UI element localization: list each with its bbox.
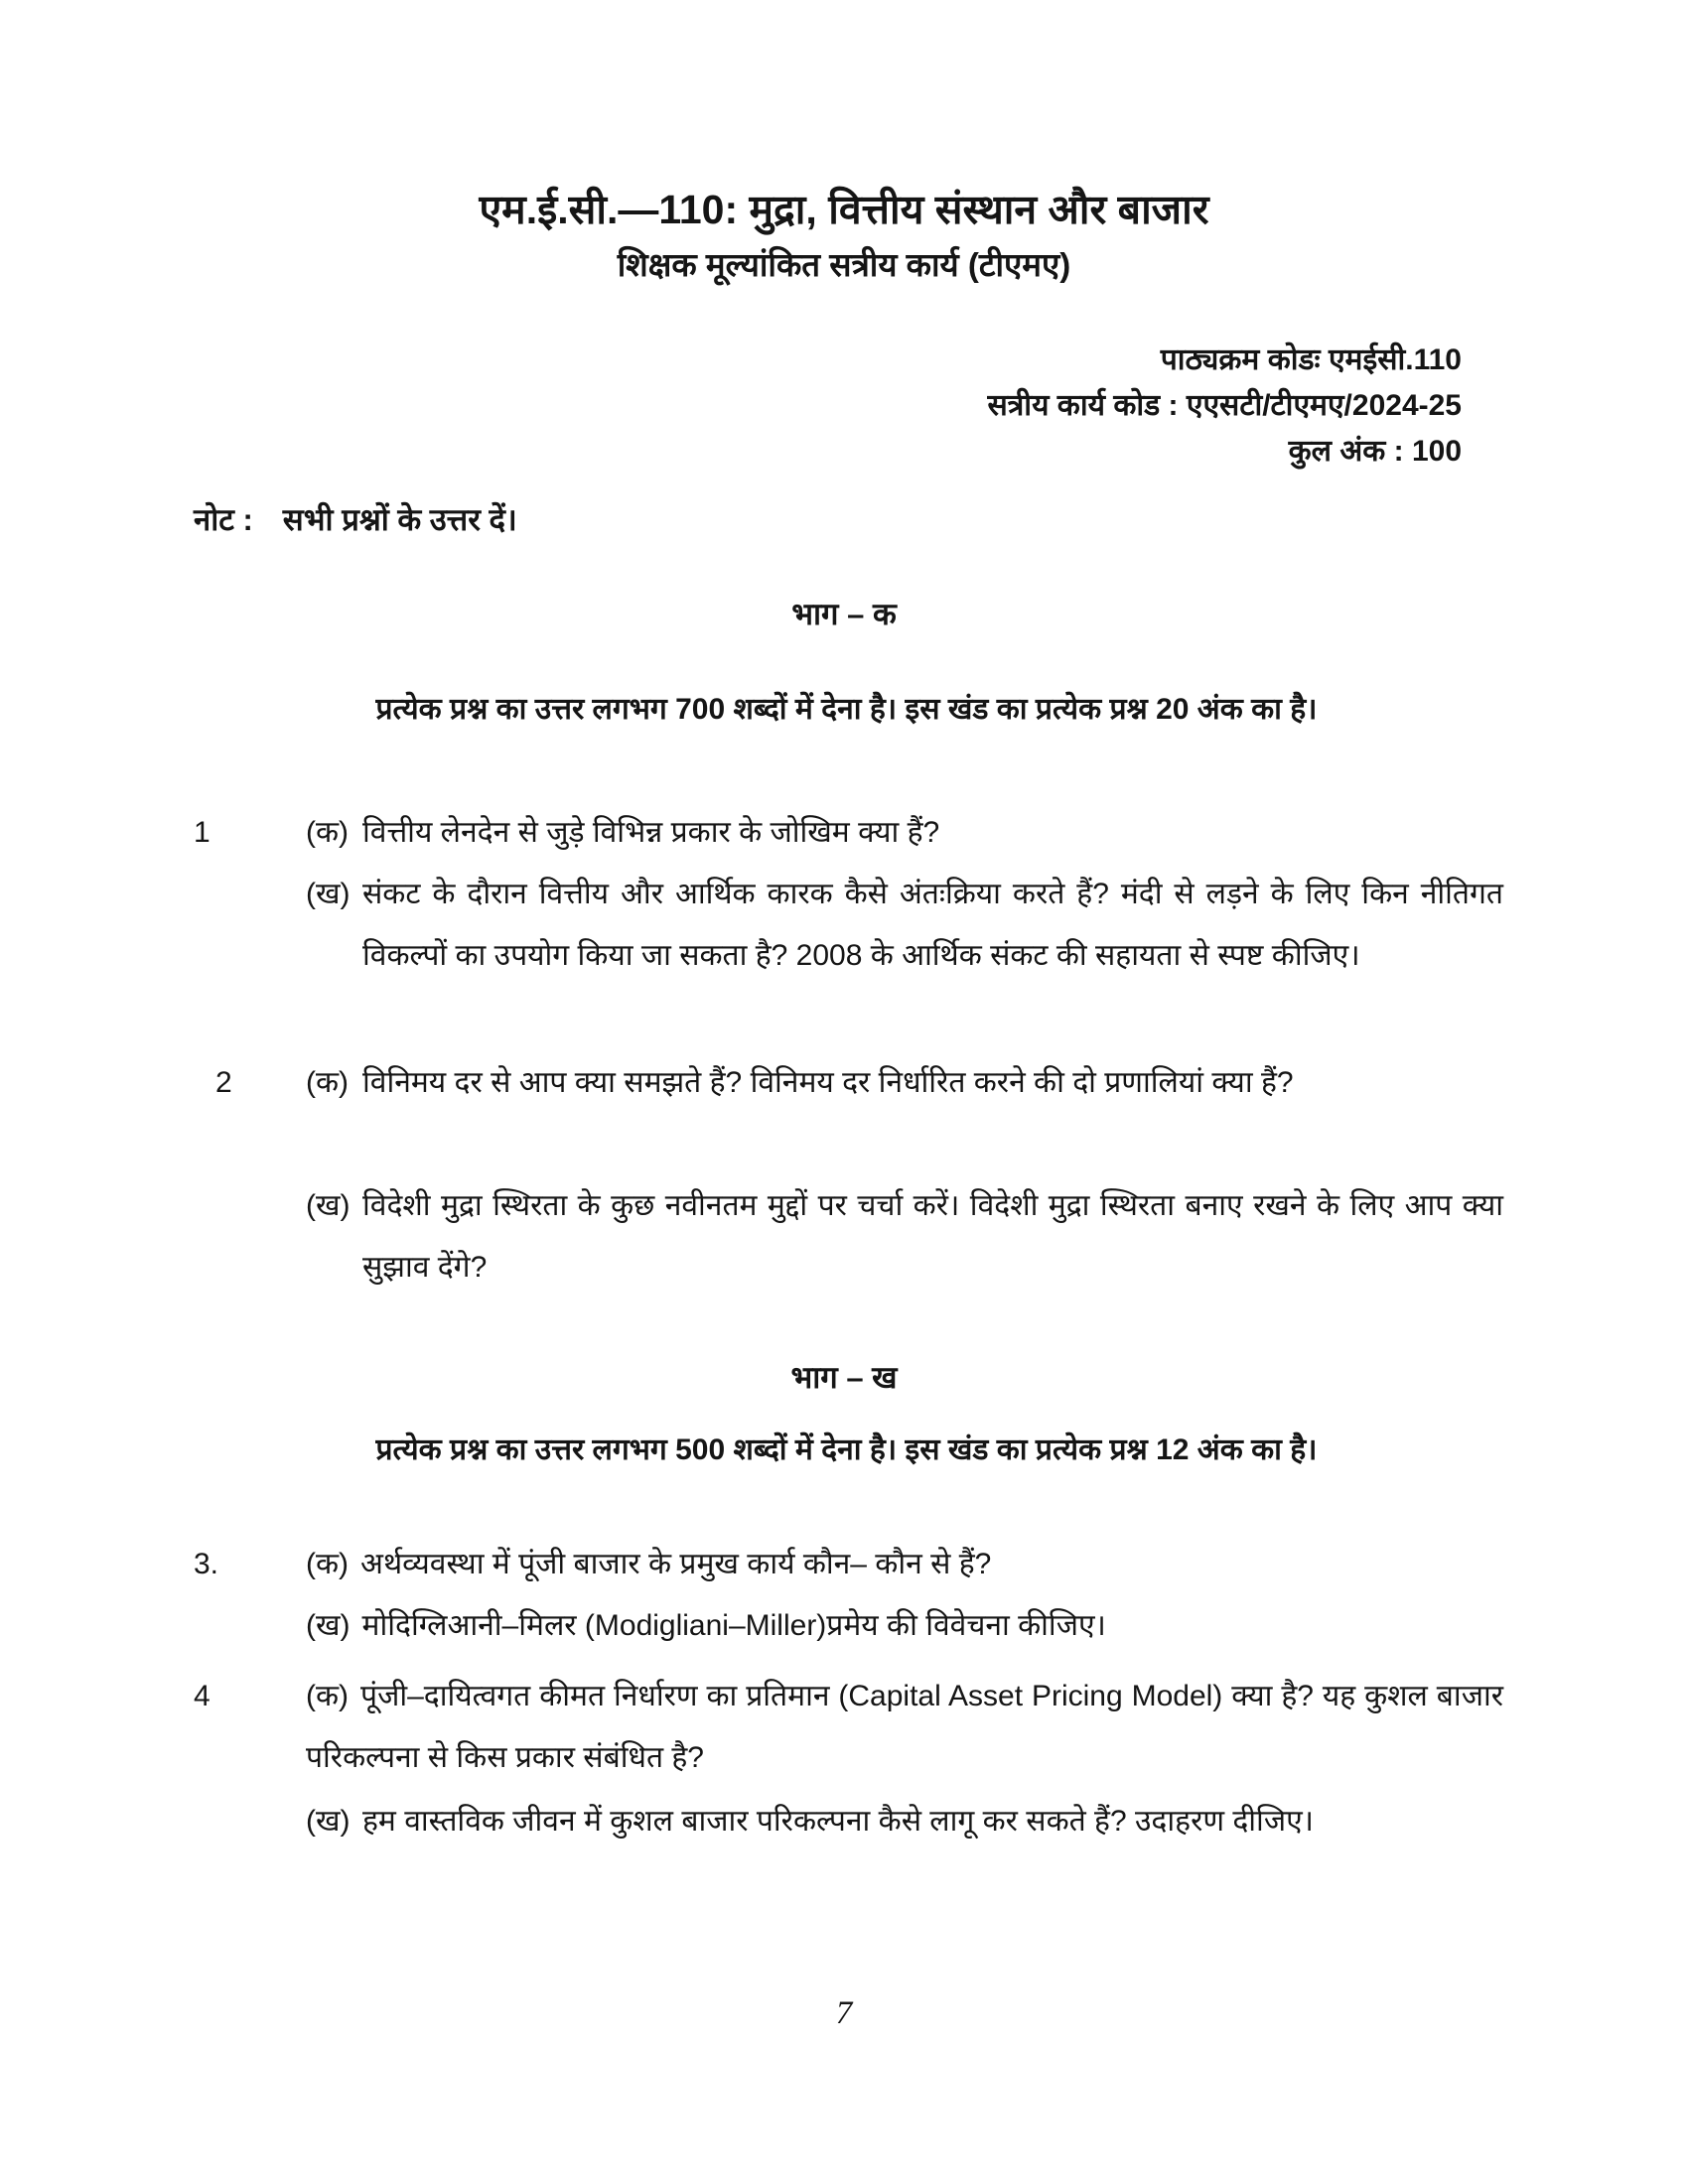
part-label: (ख) — [306, 1189, 351, 1222]
part-text: हम वास्तविक जीवन में कुशल बाजार परिकल्पना कैसे लागू कर सकते हैं? उदाहरण दीजिए। — [362, 1805, 1315, 1838]
part-text: वित्तीय लेनदेन से जुड़े विभिन्न प्रकार के जोखिम क्या हैं? — [362, 816, 940, 849]
question-3-part-b — [194, 1595, 1503, 1657]
question-2-part-a — [194, 1052, 1503, 1114]
part-label: (ख) — [306, 878, 351, 910]
part-label: (क) — [306, 1548, 350, 1580]
part-text: संकट के दौरान वित्तीय और आर्थिक कारक कैसे अंतःक्रिया करते हैं? मंदी से लड़ने के लिए किन नीतिगत विकल्पों का उपयोग किया जा सकता है? 2008 के आर्थिक संकट की सहायता से स्पष्ट कीजिए। — [362, 878, 1503, 972]
part-label: (क) — [306, 816, 350, 849]
part-label: (क) — [306, 1066, 350, 1099]
section-a-instruction: प्रत्येक प्रश्न का उत्तर लगभग 700 शब्दों में देना है। इस खंड का प्रत्येक प्रश्न 20 अंक का है। — [375, 693, 1318, 726]
total-marks-line: कुल अंक : 100 — [1288, 435, 1462, 468]
page-number: 7 — [835, 1995, 853, 2031]
question-4-part-a — [194, 1666, 1503, 1789]
note-label: नोट : — [194, 502, 253, 537]
part-text: (ख) मोदिग्लिआनी–मिलर (Modigliani–Miller)प्रमेय की विवेचना कीजिए। — [306, 1609, 1106, 1642]
page-title: एम.ई.सी.—110: मुद्रा, वित्तीय संस्थान और बाजार — [479, 187, 1209, 232]
question-3-part-a — [194, 1534, 1503, 1595]
section-b-instruction: प्रत्येक प्रश्न का उत्तर लगभग 500 शब्दों में देना है। इस खंड का प्रत्येक प्रश्न 12 अंक का है। — [375, 1433, 1318, 1466]
question-1-part-a — [194, 802, 1503, 864]
question-number: 4 — [194, 1680, 211, 1712]
part-label: (ख) — [306, 1805, 351, 1838]
part-text: विनिमय दर से आप क्या समझते हैं? विनिमय दर निर्धारित करने की दो प्रणालियां क्या हैं? — [362, 1066, 1294, 1099]
section-a-heading: भाग – क — [791, 597, 897, 631]
page-subtitle: शिक्षक मूल्यांकित सत्रीय कार्य (टीएमए) — [617, 246, 1071, 283]
assignment-code-line: सत्रीय कार्य कोड : एएसटी/टीएमए/2024-25 — [987, 389, 1462, 422]
part-text: (क) अर्थव्यवस्था में पूंजी बाजार के प्रमुख कार्य कौन– कौन से हैं? — [306, 1548, 992, 1580]
part-text: (क) पूंजी–दायित्वगत कीमत निर्धारण का प्रतिमान (Capital Asset Pricing Model) क्या है? यह कुशल बाजार परिकल्पना से किस प्रकार संबंधित है? — [306, 1680, 1503, 1774]
course-code-line: पाठ्यक्रम कोडः एमईसी.110 — [1160, 343, 1462, 376]
note-line — [194, 498, 1499, 540]
section-b-heading: भाग – ख — [790, 1360, 898, 1395]
part-text: विदेशी मुद्रा स्थिरता के कुछ नवीनतम मुद्दों पर चर्चा करें। विदेशी मुद्रा स्थिरता बनाए रखने के लिए आप क्या सुझाव देंगे? — [362, 1189, 1503, 1284]
question-number: 2 — [215, 1066, 232, 1099]
question-1-part-b — [194, 864, 1503, 987]
part-label: (ख) — [306, 1609, 351, 1642]
question-number: 3. — [194, 1548, 219, 1580]
question-4-part-b — [194, 1791, 1503, 1852]
question-2-part-b — [194, 1175, 1503, 1298]
note-text: सभी प्रश्नों के उत्तर दें। — [282, 502, 517, 537]
part-label: (क) — [306, 1680, 350, 1712]
course-meta-block — [987, 338, 1462, 475]
question-number: 1 — [194, 816, 211, 849]
